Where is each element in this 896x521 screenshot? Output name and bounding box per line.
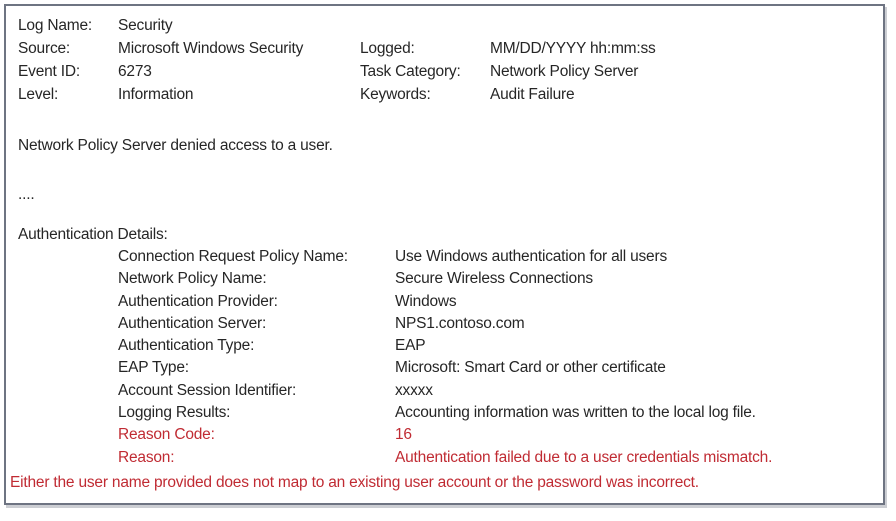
detail-row — [18, 357, 873, 379]
reason-value: Authentication failed due to a user credentials mismatch. — [395, 448, 773, 466]
header-row — [18, 60, 873, 83]
log-name-value: Security — [118, 17, 173, 34]
header-row — [18, 83, 873, 106]
network-policy-name-label: Network Policy Name: — [118, 270, 267, 288]
eap-type-value: Microsoft: Smart Card or other certificate — [395, 359, 666, 377]
authentication-server-label: Authentication Server: — [118, 314, 267, 332]
event-log-content — [6, 6, 883, 494]
authentication-provider-value: Windows — [395, 292, 457, 310]
level-label: Level: — [18, 86, 59, 103]
authentication-details-heading: Authentication Details: — [18, 226, 168, 243]
event-log-panel — [4, 4, 885, 505]
detail-row — [18, 291, 873, 313]
detail-row — [18, 313, 873, 335]
header-row — [18, 14, 873, 37]
authentication-type-value: EAP — [395, 337, 426, 355]
reason-code-label: Reason Code: — [118, 426, 215, 444]
detail-row-reason — [18, 447, 873, 469]
detail-row — [18, 268, 873, 290]
keywords-label: Keywords: — [360, 86, 431, 103]
detail-row — [18, 246, 873, 268]
event-id-value: 6273 — [118, 63, 152, 80]
detail-row — [18, 380, 873, 402]
level-value: Information — [118, 86, 194, 103]
authentication-provider-label: Authentication Provider: — [118, 292, 278, 310]
reason-explanation-text: Either the user name provided does not map to an existing user account or the password was incorrect. — [10, 473, 699, 491]
eap-type-label: EAP Type: — [118, 359, 189, 377]
connection-request-policy-value: Use Windows authentication for all users — [395, 248, 667, 265]
account-session-identifier-label: Account Session Identifier: — [118, 381, 297, 399]
logged-label: Logged: — [360, 40, 415, 57]
source-label: Source: — [18, 40, 71, 57]
omitted-content-ellipsis: .... — [18, 186, 35, 203]
event-header — [18, 14, 873, 106]
detail-row — [18, 402, 873, 424]
source-value: Microsoft Windows Security — [118, 40, 304, 57]
event-id-label: Event ID: — [18, 63, 80, 80]
network-policy-name-value: Secure Wireless Connections — [395, 270, 593, 288]
authentication-server-value: NPS1.contoso.com — [395, 314, 525, 332]
task-category-value: Network Policy Server — [490, 63, 639, 80]
authentication-type-label: Authentication Type: — [118, 337, 255, 355]
reason-code-value: 16 — [395, 426, 412, 444]
keywords-value: Audit Failure — [490, 86, 575, 103]
logging-results-label: Logging Results: — [118, 404, 231, 422]
authentication-details-list — [18, 246, 873, 469]
event-description: Network Policy Server denied access to a user. — [18, 137, 333, 154]
detail-row — [18, 335, 873, 357]
header-row — [18, 37, 873, 60]
logged-value: MM/DD/YYYY hh:mm:ss — [490, 40, 656, 57]
account-session-identifier-value: xxxxx — [395, 381, 433, 399]
detail-row-reason-code — [18, 424, 873, 446]
connection-request-policy-label: Connection Request Policy Name: — [118, 248, 348, 265]
task-category-label: Task Category: — [360, 63, 461, 80]
log-name-label: Log Name: — [18, 17, 93, 34]
logging-results-value: Accounting information was written to the local log file. — [395, 404, 756, 422]
reason-label: Reason: — [118, 448, 175, 466]
